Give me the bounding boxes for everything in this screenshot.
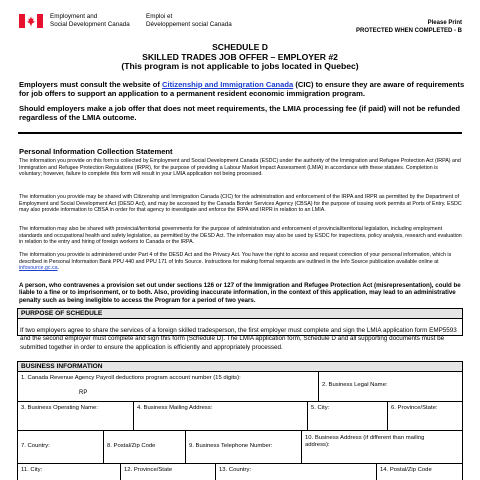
country-2-label: 13. Country:	[219, 467, 252, 473]
country-2-field[interactable]	[215, 464, 376, 480]
business-address-field[interactable]	[301, 431, 462, 463]
department-name-en	[50, 13, 130, 29]
divider	[18, 132, 462, 134]
business-legal-name-label: 2. Business Legal Name:	[322, 382, 388, 388]
province-field[interactable]	[387, 402, 462, 430]
business-information-section	[17, 361, 463, 480]
privacy-paragraph-3: The information may also be shared with provincial/territorial governments for the purpose of administration and enforcement of provincial/territorial legislation, including employment standards and occupational health and safety legislation, as permitted by the DESD Act. The information may also be used by ESDC for inspections, policy analysis, research and evaluation in relation to the entry and hiring of foreign workers to Canada or the IRPA.	[19, 226, 462, 246]
dept-fr-line2: Développement social Canada	[146, 21, 232, 28]
telephone-label: 9. Business Telephone Number:	[189, 443, 273, 449]
mailing-address-field[interactable]	[133, 402, 307, 430]
country-field[interactable]	[18, 431, 103, 463]
department-name-fr	[146, 13, 232, 29]
privacy-paragraph-4	[19, 252, 462, 272]
intro-paragraph-1	[19, 80, 467, 98]
country-label: 7. Country:	[21, 443, 50, 449]
dept-en-line2: Social Development Canada	[50, 21, 130, 28]
title-line2: SKILLED TRADES JOB OFFER – EMPLOYER #2	[142, 51, 338, 62]
infosource-link[interactable]: infosource.gc.ca	[19, 265, 58, 272]
business-legal-name-field[interactable]	[318, 372, 462, 401]
privacy-statement-title: Personal Information Collection Statement	[19, 147, 173, 156]
postal-code-2-field[interactable]	[376, 464, 462, 480]
operating-name-label: 3. Business Operating Name:	[21, 405, 98, 411]
privacy-paragraph-2: The information you provide may be shared with Citizenship and Immigration Canada (CIC) for the administration and enforcement of the IRPA and IRPR as permitted by the Department of Employment and Social Development Act (DESD Act), and may be accessed by the Canada Border Services Agency (CBSA) for the purpose of issuing work permits at Ports of Entry. ESDC may also provide information to CBSA in order for that agency to investigate and enforce the IRPA and IRPR in relation to an LMIA.	[19, 194, 462, 214]
canada-flag-icon	[19, 14, 43, 28]
dept-en-line1: Employment and	[50, 13, 98, 20]
cic-website-link[interactable]: Citizenship and Immigration Canada	[162, 80, 294, 89]
title-line1: SCHEDULE D	[212, 42, 268, 52]
print-notice	[356, 19, 462, 35]
operating-name-field[interactable]	[18, 402, 133, 430]
telephone-field[interactable]	[185, 431, 301, 463]
title-line3: (This program is not applicable to jobs located in Quebec)	[121, 61, 359, 71]
city-2-field[interactable]	[18, 464, 120, 480]
province-2-field[interactable]	[120, 464, 215, 480]
intro-paragraph-2: Should employers make a job offer that does not meet requirements, the LMIA processing fee (if paid) will not be refunded regardless of the LMIA outcome.	[19, 104, 461, 122]
privacy-paragraph-1: The information you provide on this form is collected by Employment and Social Development Canada (ESDC) under the authority of the Immigration and Refugee Protection Act (IRPA) and Immigration and Refugee Protection Regulations (IRPR), for the purpose of providing a Labour Market Impact Assessment (LMIA) in accordance with these statutes. Completion is voluntary; however, failure to complete this form will result in your LMIA application not being processed.	[19, 158, 461, 178]
misrepresentation-warning: A person, who contravenes a provision set out under sections 126 or 127 of the Immigration and Refugee Protection Act (misrepresentation), could be liable to a fine or to imprisonment, or to both. Also, providing inaccurate information, in the context of this application, may lead to an administrative penalty such as being ineligible to access the Program for a period of two years.	[19, 282, 461, 304]
purpose-text: If two employers agree to share the services of a foreign skilled tradesperson, the first employer must complete and sign the LMIA application form EMP5593 and the second employer must complete and sign this form (Schedule D). The LMIA application form, Schedule D and all supporting documents must be submitted together in order to ensure the application is efficiently and appropriately processed.	[20, 327, 457, 351]
province-2-label: 12. Province/State	[124, 467, 173, 473]
dept-fr-line1: Emploi et	[146, 13, 173, 20]
print-label: Please Print	[427, 20, 462, 26]
privacy-p4-after: .	[57, 265, 60, 272]
intro-p1-before: Employers must consult the website of	[19, 80, 163, 89]
city-2-label: 11. City:	[21, 467, 43, 473]
form-title	[0, 43, 480, 72]
postal-code-2-label: 14. Postal/Zip Code	[380, 467, 432, 473]
cra-account-label: 1. Canada Revenue Agency Payroll deductions program account number (15 digits):	[21, 375, 241, 381]
business-address-label: 10. Business Address (if different than mailing address):	[305, 435, 425, 448]
postal-code-label: 8. Postal/Zip Code	[107, 443, 156, 449]
province-label: 6. Province/State:	[391, 405, 438, 411]
business-row-2	[18, 401, 462, 430]
business-row-3	[18, 430, 462, 463]
protected-label: PROTECTED WHEN COMPLETED - B	[356, 28, 462, 34]
business-row-1	[18, 371, 462, 401]
mailing-address-label: 4. Business Mailing Address:	[137, 405, 213, 411]
cra-account-field[interactable]	[18, 372, 318, 401]
privacy-p4-before: The information you provide is administered under Part 4 of the DESD Act and the Privacy Act. You have the right to access and request correction of your personal information, which is described in Personal Information Bank PPU 440 and PPU 171 of Info Source. Instructions for making formal requests are outlined in the Info Source publication available online at	[19, 252, 452, 265]
business-row-4	[18, 463, 462, 480]
city-label: 5. City:	[311, 405, 330, 411]
postal-code-field[interactable]	[103, 431, 185, 463]
rp-suffix: RP	[79, 390, 88, 396]
city-field[interactable]	[307, 402, 387, 430]
intro-p1-after: (CIC) to ensure they are aware of requirements for job offers to support an application to a permanent resident economic immigration program.	[19, 80, 465, 98]
business-section-title: BUSINESS INFORMATION	[18, 362, 462, 372]
purpose-section-title: PURPOSE OF SCHEDULE	[18, 309, 462, 319]
